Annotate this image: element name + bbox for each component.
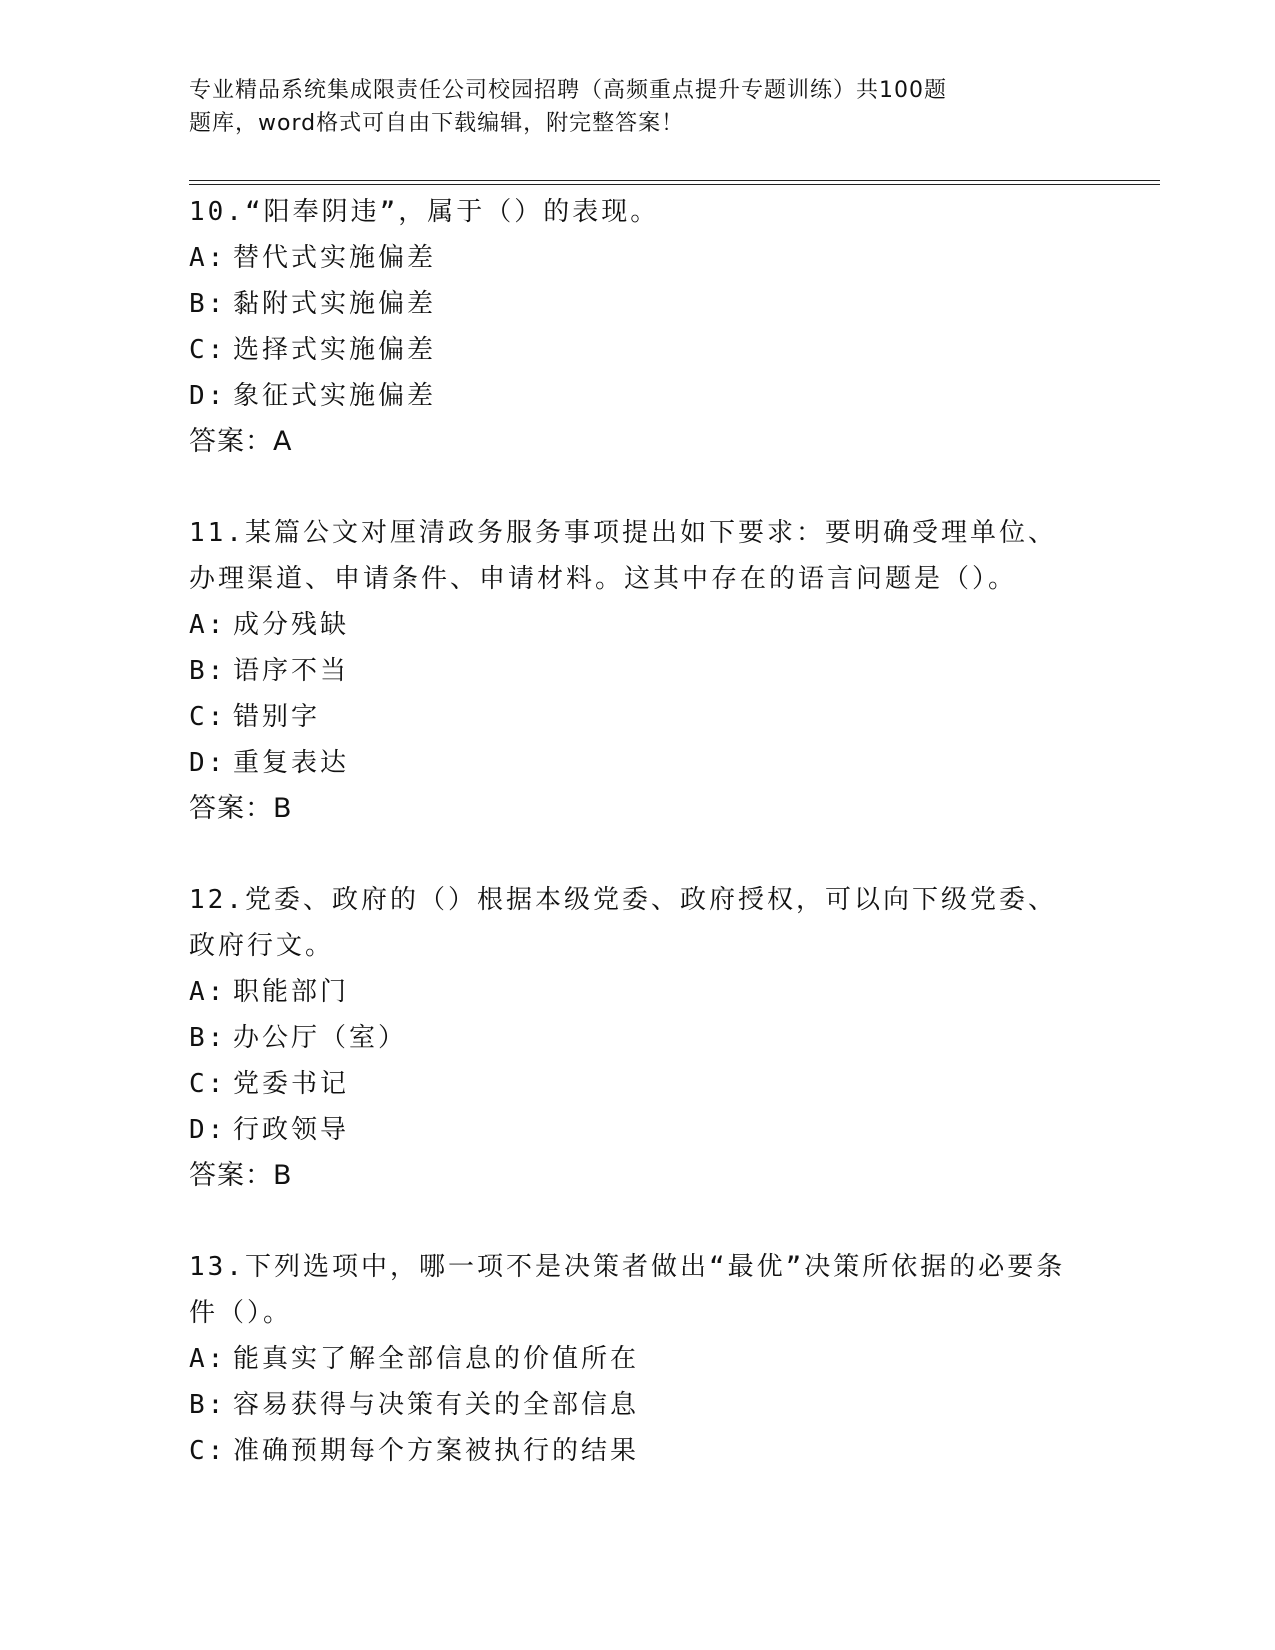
option-c <box>189 327 1089 373</box>
option-a <box>189 235 1089 281</box>
option-letter: D: <box>189 748 227 778</box>
option-c <box>189 1061 1089 1107</box>
option-letter: C: <box>189 1069 227 1099</box>
option-text: 办公厅（室） <box>233 1023 408 1053</box>
option-text: 成分残缺 <box>233 610 350 640</box>
option-letter: A: <box>189 977 227 1007</box>
question-10 <box>189 189 1089 465</box>
option-d <box>189 1107 1089 1153</box>
question-stem: 11.某篇公文对厘清政务服务事项提出如下要求：要明确受理单位、办理渠道、申请条件、申请材料。这其中存在的语言问题是（）。 <box>189 518 1057 594</box>
option-letter: D: <box>189 381 227 411</box>
option-letter: D: <box>189 1115 227 1145</box>
option-text: 黏附式实施偏差 <box>233 289 437 319</box>
option-letter: B: <box>189 289 227 319</box>
option-b <box>189 1382 1089 1428</box>
header-line-2: 题库，word格式可自由下载编辑，附完整答案！ <box>189 111 685 136</box>
option-letter: B: <box>189 656 227 686</box>
header-divider-bottom <box>189 184 1160 185</box>
option-text: 准确预期每个方案被执行的结果 <box>233 1436 640 1466</box>
option-letter: B: <box>189 1390 227 1420</box>
option-c <box>189 1428 1089 1474</box>
option-b <box>189 648 1089 694</box>
option-letter: C: <box>189 1436 227 1466</box>
question-12 <box>189 877 1089 1199</box>
question-stem: 10.“阳奉阴违”，属于（）的表现。 <box>189 197 660 227</box>
option-a <box>189 1336 1089 1382</box>
answer-label: 答案：A <box>189 426 293 457</box>
option-text: 语序不当 <box>233 656 350 686</box>
option-letter: A: <box>189 243 227 273</box>
question-stem: 13.下列选项中，哪一项不是决策者做出“最优”决策所依据的必要条件（）。 <box>189 1252 1066 1328</box>
option-letter: A: <box>189 1344 227 1374</box>
option-b <box>189 281 1089 327</box>
option-text: 党委书记 <box>233 1069 350 1099</box>
option-letter: B: <box>189 1023 227 1053</box>
option-letter: A: <box>189 610 227 640</box>
option-letter: C: <box>189 335 227 365</box>
option-text: 选择式实施偏差 <box>233 335 437 365</box>
option-b <box>189 1015 1089 1061</box>
option-letter: C: <box>189 702 227 732</box>
header-divider-top <box>189 180 1160 181</box>
question-stem: 12.党委、政府的（）根据本级党委、政府授权，可以向下级党委、政府行文。 <box>189 885 1057 961</box>
option-text: 职能部门 <box>233 977 350 1007</box>
option-d <box>189 740 1089 786</box>
header-line-1: 专业精品系统集成限责任公司校园招聘（高频重点提升专题训练）共100题 <box>189 78 947 103</box>
option-a <box>189 602 1089 648</box>
option-text: 能真实了解全部信息的价值所在 <box>233 1344 640 1374</box>
option-text: 行政领导 <box>233 1115 350 1145</box>
option-text: 象征式实施偏差 <box>233 381 437 411</box>
option-c <box>189 694 1089 740</box>
option-text: 容易获得与决策有关的全部信息 <box>233 1390 640 1420</box>
option-text: 替代式实施偏差 <box>233 243 437 273</box>
question-list <box>189 189 1089 1519</box>
option-text: 重复表达 <box>233 748 350 778</box>
question-11 <box>189 510 1089 832</box>
option-text: 错别字 <box>233 702 321 732</box>
option-d <box>189 373 1089 419</box>
question-13 <box>189 1244 1089 1474</box>
option-a <box>189 969 1089 1015</box>
answer-label: 答案：B <box>189 1160 293 1191</box>
document-header <box>189 74 1029 140</box>
answer-label: 答案：B <box>189 793 293 824</box>
